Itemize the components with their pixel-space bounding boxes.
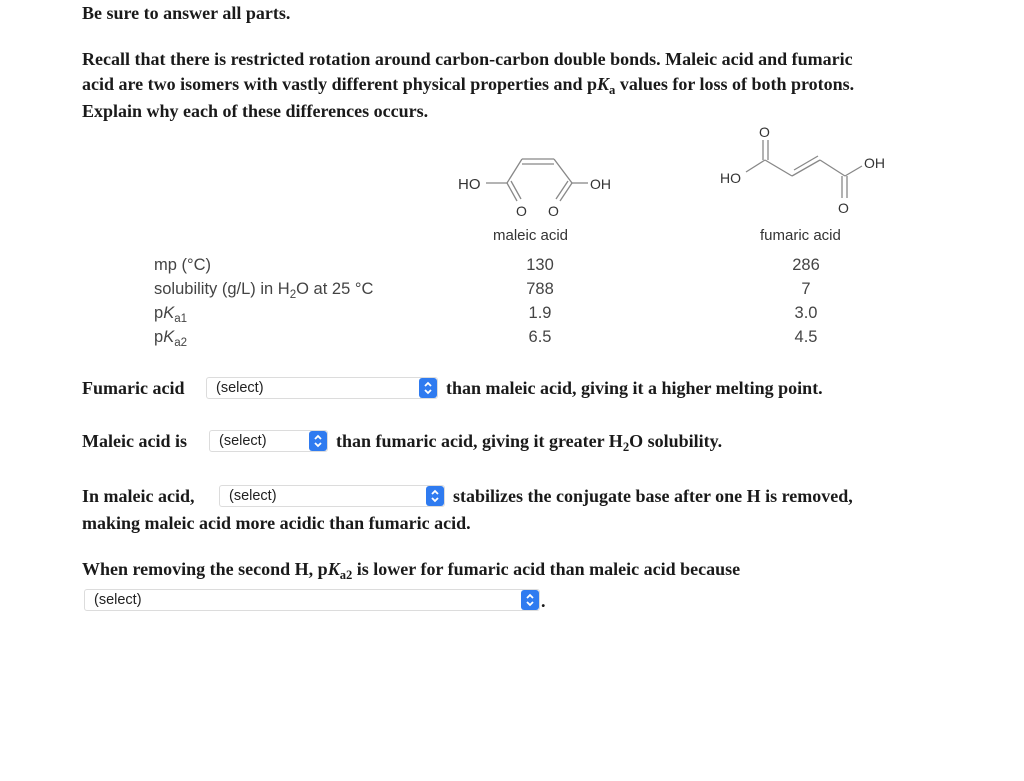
row-label-pka2 — [154, 325, 373, 349]
chevron-updown-icon — [419, 378, 437, 398]
prompt-line-2-start: acid are two isomers with vastly different physical properties and p — [82, 74, 597, 94]
q1-suffix: than maleic acid, giving it a higher melting point. — [446, 378, 823, 398]
q2-prefix: Maleic acid is — [82, 431, 187, 451]
q4-text-b: is lower for fumaric acid than maleic acid because — [352, 559, 741, 579]
chevron-updown-icon — [521, 590, 539, 610]
q3-select[interactable] — [219, 485, 445, 507]
q4-k: K — [327, 559, 340, 579]
row-label-pka1 — [154, 301, 373, 325]
instruction-text: Be sure to answer all parts. — [82, 3, 291, 23]
maleic-o1: O — [516, 203, 527, 219]
fumaric-oh: OH — [864, 155, 885, 171]
q2-select[interactable] — [209, 430, 328, 452]
fumaric-ho: HO — [720, 170, 741, 186]
fumaric-mp: 286 — [792, 256, 820, 274]
fumaric-o-top: O — [759, 124, 770, 140]
prompt-line-2-end: values for loss of both protons. — [615, 74, 855, 94]
q4-text — [82, 556, 740, 582]
q3-suffix: stabilizes the conjugate base after one H is removed, — [453, 486, 853, 506]
q1-select[interactable] — [206, 377, 438, 399]
q2-select-value: (select) — [219, 433, 267, 449]
prompt-line-1: Recall that there is restricted rotation around carbon-carbon double bonds. Maleic acid and fumaric — [82, 49, 853, 69]
pka2-sub: a2 — [174, 337, 188, 349]
property-labels — [154, 253, 373, 349]
q4-select-value: (select) — [94, 592, 142, 608]
maleic-oh: OH — [590, 176, 611, 192]
q4-period: . — [541, 591, 546, 611]
maleic-values — [510, 253, 570, 349]
q2-suffix-sub: 2 — [622, 440, 630, 454]
q1-select-value: (select) — [216, 380, 264, 396]
q4-select[interactable] — [84, 589, 540, 611]
fumaric-pka2: 4.5 — [794, 328, 818, 346]
fumaric-name: fumaric acid — [760, 227, 841, 244]
solubility-label-sub: 2 — [289, 289, 297, 301]
maleic-solubility: 788 — [526, 280, 554, 298]
solubility-label-a: solubility (g/L) in H — [154, 280, 290, 298]
q1-prefix: Fumaric acid — [82, 378, 185, 398]
pka-k: K — [597, 74, 610, 94]
row-label-mp: mp (°C) — [154, 256, 212, 274]
q3-select-value: (select) — [229, 488, 277, 504]
q4-text-a: When removing the second H, p — [82, 559, 328, 579]
pka2-k: K — [163, 328, 175, 346]
row-label-solubility — [154, 277, 373, 301]
prompt-line-2 — [82, 71, 854, 97]
fumaric-solubility: 7 — [801, 280, 811, 298]
chevron-updown-icon — [426, 486, 444, 506]
solubility-label-b: O at 25 °C — [296, 280, 374, 298]
fumaric-acid-structure — [710, 120, 900, 220]
maleic-mp: 130 — [526, 256, 554, 274]
chevron-updown-icon — [309, 431, 327, 451]
q3-line2: making maleic acid more acidic than fumaric acid. — [82, 513, 471, 533]
maleic-acid-structure — [450, 145, 630, 225]
maleic-name: maleic acid — [493, 227, 569, 244]
maleic-pka2: 6.5 — [528, 328, 552, 346]
q3-prefix: In maleic acid, — [82, 486, 195, 506]
fumaric-values — [776, 253, 836, 349]
q2-suffix — [336, 428, 722, 454]
pka2-p: p — [154, 328, 164, 346]
prompt-line-3: Explain why each of these differences occurs. — [82, 101, 429, 121]
pka-sub: a — [609, 83, 616, 97]
q4-sub: a2 — [339, 568, 353, 582]
q2-suffix-b: O solubility. — [629, 431, 723, 451]
maleic-o2: O — [548, 203, 559, 219]
pka1-sub: a1 — [174, 313, 188, 325]
fumaric-pka1: 3.0 — [794, 304, 818, 322]
fumaric-o-bottom: O — [838, 200, 849, 216]
maleic-pka1: 1.9 — [528, 304, 552, 322]
maleic-ho: HO — [458, 176, 481, 193]
pka1-k: K — [163, 304, 175, 322]
pka1-p: p — [154, 304, 164, 322]
q2-suffix-a: than fumaric acid, giving it greater H — [336, 431, 623, 451]
